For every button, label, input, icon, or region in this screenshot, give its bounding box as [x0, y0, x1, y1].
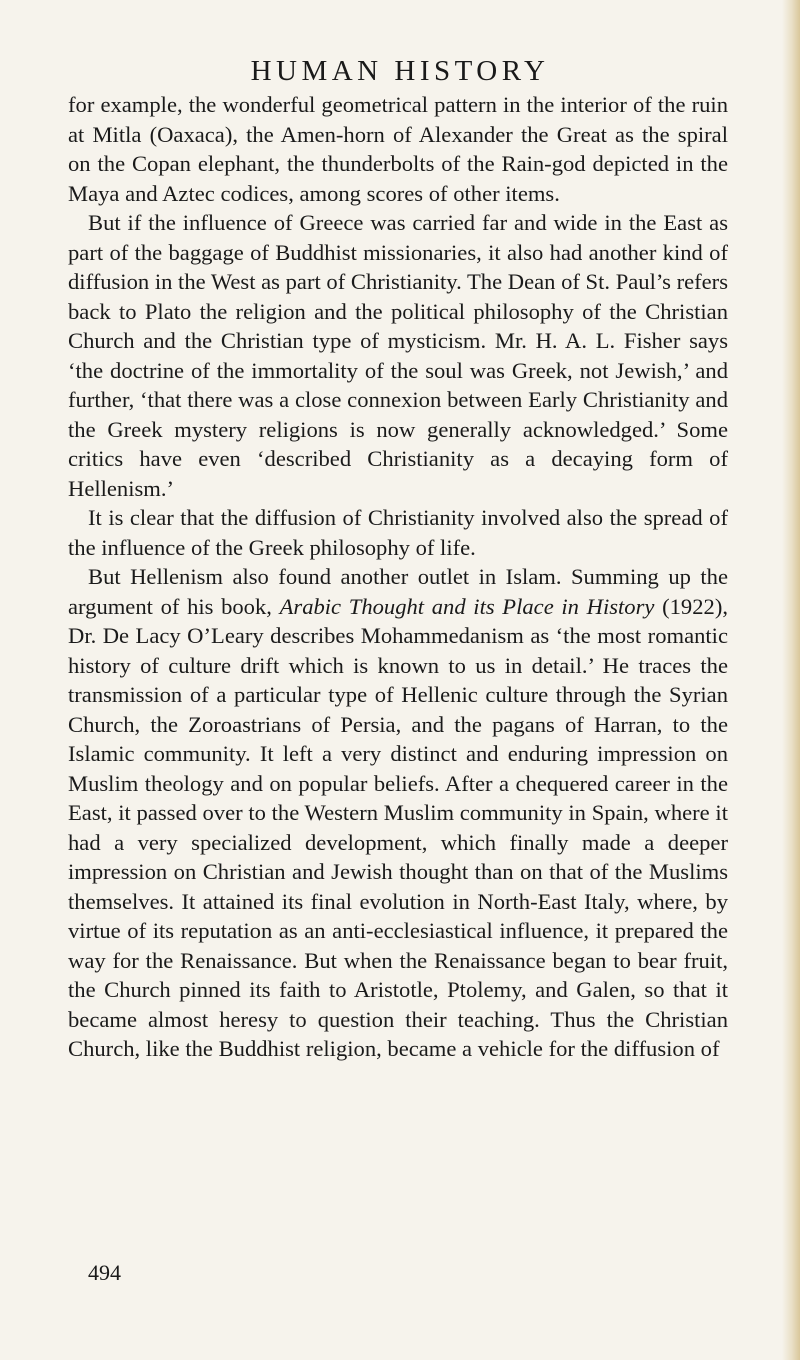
paragraph-4-rest: (1922), Dr. De Lacy O’Leary describes Mohammedanism as ‘the most romantic history of culture drift which is known to us in detail.’ He traces the transmission of a particular type of Hellenic culture through the Syrian Church, the Zoroastrians of Persia, and the pagans of Harran, to the Islamic community. It left a very distinct and enduring impression on Muslim theology and on popular beliefs. After a chequered career in the East, it passed over to the Western Muslim community in Spain, where it had a very specialized development, which finally made a deeper impression on Christian and Jewish thought than on that of the Muslims themselves. It attained its final evolution in North-East Italy, where, by virtue of its reputation as an anti-ecclesiastical influence, it prepared the way for the Renaissance. But when the Renaissance began to bear fruit, the Church pinned its faith to Aristotle, Ptolemy, and Galen, so that it became almost heresy to question their teaching. Thus the Christian Church, like the Buddhist religion, became a vehicle for the diffusion of	[68, 593, 728, 1061]
paragraph-2: But if the influence of Greece was carried far and wide in the East as part of the baggage of Buddhist missionaries, it also had another kind of diffusion in the West as part of Christianity. The Dean of St. Paul’s refers back to Plato the religion and the political philosophy of the Christian Church and the Christian type of mysticism. Mr. H. A. L. Fisher says ‘the doctrine of the immortality of the soul was Greek, not Jewish,’ and further, ‘that there was a close connexion between Early Christianity and the Greek mystery religions is now generally acknowledged.’ Some critics have even ‘described Christianity as a decaying form of Hellenism.’	[68, 210, 728, 501]
paragraph-4-lead: But Hellenism also found another outlet in Islam. Summing up the argument of his book,	[68, 564, 728, 619]
paragraph-1: for example, the wonderful geometrical pattern in the interior of the ruin at Mitla (Oaxaca), the Amen-horn of Alexander the Great as the spiral on the Copan elephant, the thunderbolts of the Rain-god depicted in the Maya and Aztec codices, among scores of other items.	[68, 92, 728, 206]
paragraph-3: It is clear that the diffusion of Christianity involved also the spread of the influence of the Greek philosophy of life.	[68, 505, 728, 560]
book-title: Arabic Thought and its Place in History	[279, 593, 655, 619]
body-text	[68, 90, 728, 1064]
page-number: 494	[88, 1260, 121, 1285]
paragraph-4	[68, 562, 728, 1064]
page-edge-shading	[782, 0, 800, 1360]
running-head: HUMAN HISTORY	[250, 55, 550, 87]
